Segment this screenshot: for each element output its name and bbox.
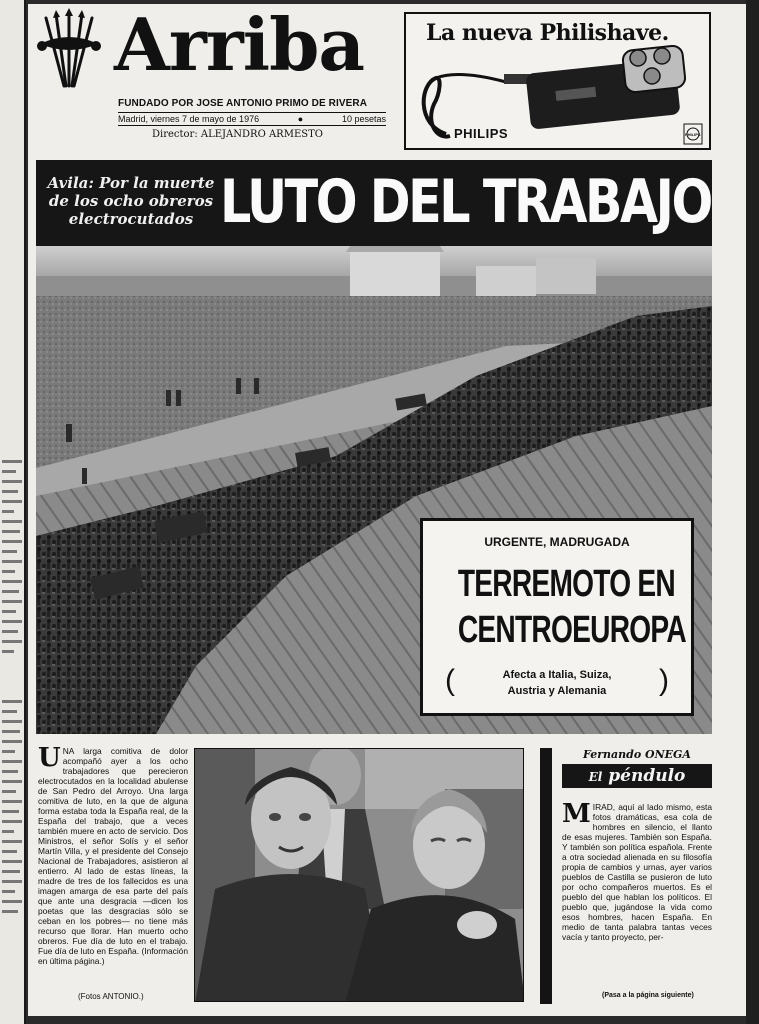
- column-dropcap: M: [562, 802, 591, 829]
- previous-page-edge: [0, 0, 26, 1024]
- urgent-kicker: URGENTE, MADRUGADA: [484, 535, 630, 549]
- column-divider: [540, 748, 552, 1004]
- ad-title: La nueva Philishave.: [426, 20, 669, 46]
- page-right-edge: [746, 0, 759, 1024]
- urgent-headline-line-2: CENTROEUROPA: [457, 609, 686, 651]
- dateline-bullet: ●: [297, 114, 304, 124]
- close-parenthesis: ): [659, 664, 669, 697]
- newspaper-logo: Arriba: [114, 2, 365, 87]
- dateline: [118, 112, 386, 126]
- founded-by-line: FUNDADO POR JOSE ANTONIO PRIMO DE RIVERA: [118, 98, 368, 109]
- column-body: IRAD, aquí al lado mismo, esta fotos dramáticas, esa cola de hombres en silencio, el llanto de esas mujeres. También son España. Y también son política española. Frente a otra sociedad alienada en su filosofía propia de cambios y urnas, ayer varios pueblos de Castilla se pusieron de luto por ocho compañeros muertos. Es el pueblo del que hablan los políticos. El pueblo que, jugándose la vida como esos hombres, hacen España. En medio de tanta palabra tantas veces vacía y tanto proyecto, per-: [562, 802, 712, 942]
- issue-date: Madrid, viernes 7 de mayo de 1976: [118, 114, 260, 124]
- director-line: [152, 129, 323, 140]
- director-name: ALEJANDRO ARMESTO: [200, 129, 323, 140]
- electric-shaver-image: [406, 44, 709, 148]
- newspaper-front-page: [28, 4, 746, 1016]
- urgent-subhead: [437, 664, 677, 699]
- column-section-prefix: El: [588, 770, 603, 784]
- mourning-mother-photo-image: [195, 749, 524, 1002]
- urgent-headline: [457, 561, 686, 653]
- main-headline: LUTO DEL TRABAJO: [220, 167, 711, 237]
- column-body-text: [562, 802, 712, 988]
- urgent-subhead-line-1: Afecta a Italia, Suiza,: [502, 669, 612, 681]
- issue-price: 10 pesetas: [341, 114, 386, 124]
- lead-article-body: NA larga comitiva de dolor acompañó ayer a los ocho trabajadores que perecieron electrocutados en la localidad abulense de San Pedro del Arroyo. Una larga comitiva de luto, en la que de alguna forma estaba toda la España real, de la España del trabajo, que a veces también muere en acto de servicio. Dos Ministros, el señor Solís y el señor Martín Villa, y el presidente del Consejo Nacional de Trabajadores, asistieron al entierro. Al lado de estas líneas, la madre de tres de los fallecidos es una imagen amarga de esa parte del país que ante una desgracia —dicen los poetas que las desgracias sólo se ceban en los pobres— no tiene más recurso que llorar. Han muerto ocho obreros. Fue día de luto en el trabajo. Fue día de luto en España.: [38, 746, 188, 956]
- urgent-subhead-line-2: Austria y Alemania: [507, 685, 607, 697]
- continued-note: (Pasa a la página siguiente): [602, 992, 694, 999]
- column-section-banner: [562, 764, 712, 788]
- open-parenthesis: (: [445, 664, 455, 697]
- lead-article-text: [38, 746, 188, 1008]
- headline-subhead: Avila: Por la muerte de los ocho obreros electrocutados: [47, 174, 215, 228]
- column-byline: Fernando ONEGA: [583, 748, 691, 761]
- urgent-headline-line-1: TERREMOTO EN: [457, 563, 675, 605]
- mourning-mother-photo: [194, 748, 524, 1002]
- masthead: [36, 2, 396, 156]
- lead-article-dropcap: U: [38, 746, 61, 773]
- director-label: Director:: [152, 129, 198, 140]
- yoke-and-arrows-emblem-icon: [36, 8, 102, 92]
- ad-small-logo: PHILIPS: [685, 132, 701, 137]
- ad-brand: PHILIPS: [454, 126, 509, 141]
- photo-credit: (Fotos ANTONIO.): [78, 992, 144, 1001]
- column-section-title: péndulo: [608, 766, 686, 786]
- headline-band: [36, 160, 712, 246]
- opinion-column: [562, 748, 712, 1010]
- lead-article-more: (Información en última página.): [38, 946, 188, 966]
- philishave-advertisement: [404, 12, 711, 150]
- urgent-news-box: [420, 518, 694, 716]
